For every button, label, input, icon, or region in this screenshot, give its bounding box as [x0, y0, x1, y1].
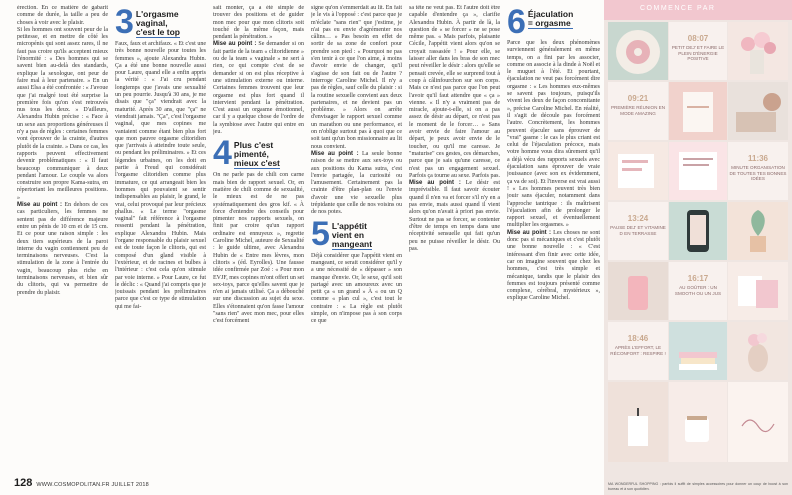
notes-photo — [669, 142, 727, 200]
photo-collage — [604, 0, 792, 495]
section-title — [332, 219, 372, 250]
photo-tile — [608, 262, 668, 320]
paragraph: sait monter, ça a été simple de trouver des positions et de guider mon mec pour que mon clitoris soit touché de la même façon, mais pendant la pénétration. » — [213, 5, 304, 41]
paragraph: sa tête ne veut pas. Et l'autre doit être capable d'entendre ça », clarifie Alexandra Hubin. À partir de là, la question de « se forcer » ne se pose même pas. « Mais parfois, plaisante Cécile, l'appétit vient alors qu'on se croyait rassasiée ! » Pour elle, se laisser aller dans les bras de son mec peut réveiller le désir : alors qu'elle se pensait crevée, elle se surprend tout à coup à câlinfourchon sur son corps. Mais ce n'est pas parce que l'on peut l'avoir qu'il faut attendre que « ça » vienne. « Il n'y a vraiment pas de miracle, ajoute-t-elle, si on a pas assez de désir au départ, ce n'est pas le moment de le forcer… » Sans avoir envie de faire l'amour au départ, je peux avoir envie de le toucher, ou qu'il me caresse. Je "maturise" ces gestes, ces démarches, parce que je sais qu'une caresse, ce n'est pas un engagement sexuel. Parfois ça tourne au sexe. Parfois pas. — [409, 5, 500, 179]
caption-text: PETIT DEJ' ET FAIRE LE PLEIN D'ÉNERGIE POSITIVE — [671, 45, 725, 61]
photo-tile — [669, 322, 727, 380]
flowers-photo — [728, 22, 788, 80]
photo-tile — [608, 142, 668, 200]
section-title-line: mieux c'est — [233, 158, 280, 169]
photo-tile — [728, 22, 788, 80]
photo-tile — [608, 22, 668, 80]
text-column-5 — [409, 5, 500, 475]
paragraph: érection. En ce matière de gabarit comme de durée, la taille a peu de choses à voir avec le plaisir. — [17, 5, 108, 26]
cards-photo — [728, 262, 788, 320]
plant-photo — [728, 202, 788, 260]
paragraph: On ne parle pas de chili con carne mais bien de rapport sexuel. Or, en matière de chili comme de sexualité, le mieux est de ne pas systématiquement des gros kif. « À force d'entendre des conseils pour pimenter nos rapports sexuels, on finit par croire qu'un rapport ordinaire est ennuyeux », regrette Caroline Michel, auteure de Sexualité : le guide ultime, avec Alexandra Hubin de « Entre mes lèvres, mon clitoris » (éd. Eyrolles). Une fausse idée confirmée par Zoé : « Pour mon EVJF, mes copines m'ont offert un set sex-toys, parce qu'elles savent que je n'en ai jamais utilisé. Ça a débouché sur une discussion au sujet du sexe. Elles s'étonnaient qu'on fasse l'amour "sans rien" avec mon mec, pour elles c'est forcément — [213, 172, 304, 325]
caption-time: 11:36 — [747, 154, 769, 163]
caption-tile — [669, 262, 727, 320]
paragraph: Mise au point : Les choses ne sont donc pas si mécaniques et c'est plutôt une bonne nouvelle : « C'est intéressant d'en finir avec cette idée, car on imagine souvent que chez les hommes, c'est très simple et mécanique, tandis que le plaisir des femmes est toujours présenté comme complexe, cérébral, mystérieux », explique Caroline Michel. — [507, 229, 600, 302]
section-title-line: mangeant — [331, 238, 373, 249]
photo-tile — [669, 382, 727, 462]
section-title-line: = orgasme — [528, 19, 573, 29]
mise-au-point-label: Mise au point : — [311, 150, 359, 157]
section-title-line: vaginal, — [135, 18, 168, 28]
section-title — [234, 138, 280, 169]
caption-tile — [608, 202, 668, 260]
section-title-line: Éjaculation — [527, 9, 574, 19]
caption-tile — [608, 322, 668, 380]
photo-tile — [728, 202, 788, 260]
photo-tile — [608, 382, 668, 462]
section-number: 6 — [507, 5, 526, 41]
cup-photo — [669, 382, 727, 462]
section-title-line: pimenté, — [233, 149, 269, 160]
mise-au-point-label: Mise au point : — [507, 229, 552, 236]
text-column-1 — [17, 5, 108, 475]
collage-header — [604, 0, 792, 20]
caption-tile — [728, 142, 788, 200]
text-column-3 — [213, 5, 304, 475]
text-column-2 — [115, 5, 206, 475]
section-title-line: Plus c'est — [233, 140, 274, 151]
caption-text: MINUTE ORGANISATION DE TOUTES TES BONNES IDÉES — [729, 165, 787, 181]
candle-photo — [608, 382, 668, 462]
caption-time: 18:46 — [627, 334, 649, 343]
collage-footnote: MA WONDERFUL SHOPPING : parfois il suffit de simples accessoires pour donner un coup de boost à son bureau et à son quotidien. — [608, 482, 788, 491]
mise-au-point-label: Mise au point : — [17, 202, 62, 209]
section-number: 3 — [115, 5, 134, 41]
paragraph: Mise au point : En dehors de ces cas particuliers, les femmes ne sentent pas de différence majeure entre un pénis de 10 cm et de 15 cm. Et ce pour une raison simple : les deux tiers supérieurs de la paroi interne du vagin contiennent peu de terminaisons nerveuses. C'est la stimulation de la zone à l'entrée du vagin, beaucoup plus riche en terminaisons nerveuses, et bien sûr du clitoris, qui va permettre de prendre du plaisir. — [17, 202, 108, 296]
photo-tile — [669, 142, 727, 200]
section-title-line: L'appétit — [331, 220, 367, 231]
caption-tile — [669, 22, 727, 80]
paragraph: Si les hommes ont souvent peur de la petitesse, et en mettre de côté les micropénis qui sont assez rares, il ne faut pas croire qu'ils acceptent mieux l'énormité : « Des hommes qui se savent bien au-delà des standards, explique la sexologue, ont peur de faire mal à leur partenaire. » En un aussi Elsa a été confrontée : « J'avoue que j'ai malgré tout été surprise la première fois qu'on s'est retrouvés nus tous les deux. » D'ailleurs, Alexandra Hubin précise : « Face à un sexe aux proportions généreuses il n'y a pas de règles : certaines femmes vont éprouver de la crainte, d'autres plutôt de la crainte. » Dans ce cas, les rapports peuvent effectivement devenir problématiques : « Il faut beaucoup communiquer à deux pendant l'amour. Le couple va alors construire son propre Kama-sutra, en répertoriant les meilleures positions. » — [17, 26, 108, 201]
mise-au-point-label: Mise au point : — [213, 41, 257, 48]
paragraph: Mise au point : Le désir est imprévisible. Il faut savoir écouter quand il n'en va et forcer s'il n'y en a pas envie, mais aussi quand il vient alors qu'on n'avait à priori pas envie. Surtout ne pas se forcer, se contenter d'être de temps en temps dans une réceptivité sensuelle qui fait qu'un peu ne puisse réveiller le désir. Ou pas. — [409, 180, 500, 252]
section-title-line: vient en — [331, 229, 365, 240]
caption-text: PREMIÈRE RÉUNION EN MODE AMAZING — [610, 105, 666, 116]
paragraph: Mise au point : Se demander si on fait partie de la team « clitoridienne » ou de la team « vaginale » ne sert à rien, ce qui compte c'est de se demander si on est plus réceptive à une stimulation externe ou interne. Certaines femmes trouvent que leur orgasme est plus fort quand il intervient pendant la pénétration. C'est aussi un orgasme émotionnel, car il y a quelque chose de l'ordre de la symbiose avec l'autre qui entre en jeu. — [213, 41, 304, 136]
caption-time: 16:17 — [687, 274, 709, 283]
section-title — [528, 7, 573, 29]
photo-tile — [728, 382, 788, 462]
donut-plate-photo — [608, 22, 668, 80]
caption-time: 13:24 — [627, 214, 649, 223]
photo-tile — [728, 262, 788, 320]
section-heading-3 — [115, 5, 206, 41]
photo-tile — [669, 82, 727, 140]
caption-text: APRÈS L'EFFORT, LE RÉCONFORT : RESPIRE ! — [610, 345, 666, 356]
caption-text: PAUSE DEJ' ET VITAMINE D EN TERRASSE — [610, 225, 666, 236]
signature-photo — [728, 382, 788, 462]
section-title — [136, 7, 180, 38]
desk-photo — [728, 82, 788, 140]
smoothie-photo — [608, 262, 668, 320]
photo-tile — [728, 82, 788, 140]
caption-text: AU GOÛTER : UN SMOOTH OU UN JUS — [674, 285, 722, 296]
mise-au-point-label: Mise au point : — [409, 180, 461, 187]
photo-tile — [669, 202, 727, 260]
notebook-photo — [669, 82, 727, 140]
text-column-6 — [507, 5, 600, 475]
site-and-date: WWW.COSMOPOLITAN.FR JUILLET 2018 — [36, 482, 149, 488]
paragraph: Faux, faux et archifaux. « Et c'est une très bonne nouvelle pour toutes les femmes », ajoute Alexandra Hubin. Ça a été une bonne nouvelle aussi pour Laure, quand elle a enfin appris la vérité : « J'ai cru pendant longtemps que j'avais une sexualité un peu pourrie. Jusqu'à 30 ans, je me disais que "ça" viendrait avec la maturité. Après 30 ans, que "ça" ne viendrait jamais. "Ça", c'est l'orgasme vaginal, que mes copines me vantaient comme étant bien plus fort que mon pauvre orgasme clitoridien que j'arrivais à atteindre toute seule, ou pendant les préliminaires. » Et ces légendes urbaines, on les doit en partie à Freud qui considérait l'orgasme clitoridien comme plus immature, ce qui arrangeait bien les hommes qui pouvaient se sentir indispensables au plaisir, le grand, le vrai, celui provoqué par leur précieux phallus. « Le terme "orgasme vaginal" fait référence à l'orgasme ressenti pendant la pénétration, explique Alexandra Hubin. Mais l'organe responsable du plaisir sexuel est de toute façon le clitoris, qui est composé d'un gland visible à l'extérieur, et de racines et bulbes à l'intérieur : c'est cela qu'on stimule par voie interne. » Pour Laure, ce fut le déclic : « Quand j'ai compris que je jouissais pendant les préliminaires parce que c'est ce type de stimulation qui me fai- — [115, 41, 206, 310]
section-number: 5 — [311, 214, 330, 253]
collage-header-text: COMMENCE PAR — [640, 5, 716, 12]
paragraph: Parce que les deux phénomènes surviennent généralement en même temps, on a fini par les associer, comme on associe à la dinde à Noël et le muguet à l'été. Et pourtant, éjaculation ne veut pas forcément dire orgasme : « Les hommes eux-mêmes se savent pas toujours, puisqu'ils vivent les deux de façon concomitante », précise Caroline Michel. En réalité, il s'agit de découle pas forcément l'autre. Concrètement, les hommes peuvent éjaculer sans éprouver de "vrai" gasme : le cas le plus criant est celui de l'éjaculation précoce, mais votre homme vous dira sûrement qu'il a déjà vécu des rapports sexuels avec éjaculation sans éprouver de vraie jouissance (avec son ex évidemment, ça va de soi). Et l'inverse est vrai aussi ! « Les hommes peuvent très bien jouir sans éjaculer, notamment dans l'approche tantrique : ils maîtrisent l'éjaculation afin de prolonger le rapport sexuel, et éventuellement multiplier les orgasmes. » — [507, 40, 600, 229]
photo-tile — [728, 322, 788, 380]
paragraph: Mise au point : La seule bonne raison de se mettre aux sex-toys ou aux positions du Kama sutra, c'est l'envie partagée, la curiosité ou l'amusement. Certainement pas la crainte d'être plan-plan ou l'envie d'avoir une vie sexuelle plus trépidante que celle de nos voisins ou de nos potes. — [311, 150, 402, 216]
caption-time: 09:21 — [627, 94, 649, 103]
section-heading-4 — [213, 134, 304, 173]
section-heading-5 — [311, 214, 402, 253]
phone-photo — [669, 202, 727, 260]
section-title-line: c'est le top — [135, 27, 180, 37]
paragraph: Déjà considérer que l'appétit vient en mangeant, ce serait considérer qu'il y a une nécessité de « dépasser » son manque d'envie. Or, le sexe, qu'il soit partagé avec un amoureux avec un petit ça « un grand » À « ou un Q comme « plan cul », c'est tout le contraire : « La règle est plutôt simple, on n'impose pas à son corps ce que — [311, 252, 402, 325]
text-column-4 — [311, 5, 402, 475]
vase-photo — [728, 322, 788, 380]
page-number: 128 — [14, 477, 33, 489]
caption-tile — [608, 82, 668, 140]
section-title-line: L'orgasme — [135, 9, 179, 19]
section-heading-6 — [507, 5, 600, 41]
stationery-photo — [608, 142, 668, 200]
section-number: 4 — [213, 134, 232, 173]
page-footer — [14, 477, 149, 489]
paragraph: signe qu'on s'emmerdait au lit. En fait je le vis à l'opposé : c'est parce que je m'éclate "sans rien" que j'estime, je n'ai pas eu envie d'agrémenter nos câlins… » Pas besoin en effet de sortir de sa zone de confort pour prendre son pied : « Pourquoi ne pas s'en tenir à ce que l'on aime, à moins d'avoir envie de changer, qu'il s'agisse de son fait ou de l'autre ? interroge Caroline Michel. Il n'y a pas de règles, sauf celle du plaisir : si la routine sexuelle convient aux deux partenaires, et ne devient pas un problème. » Alors on arrête d'envisager le rapport sexuel comme un marathon ou une performance, et on n'oblige surtout pas à quoi que ce soit tant qu'un bon missionnaire au lit nous convient. — [311, 5, 402, 150]
books-photo — [669, 322, 727, 380]
caption-time: 08:07 — [687, 34, 709, 43]
